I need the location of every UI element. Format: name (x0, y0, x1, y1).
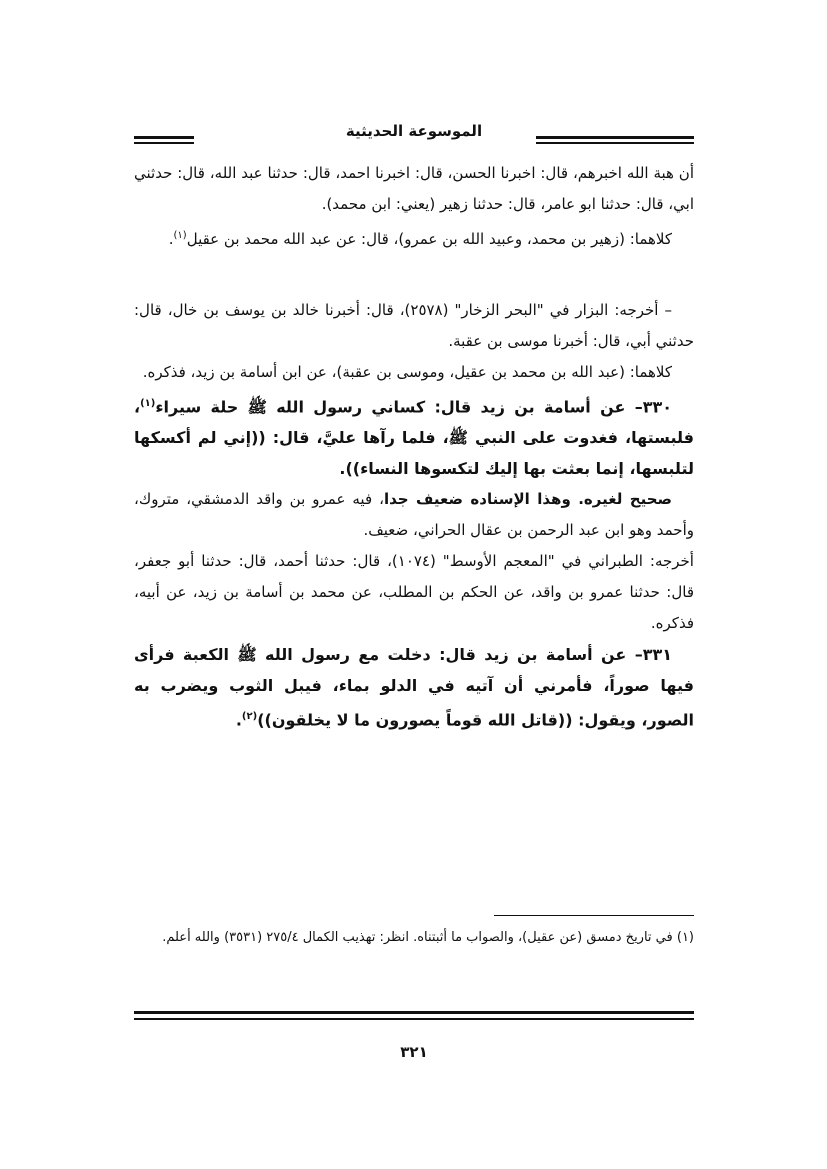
page (134, 118, 694, 1078)
header-rule-right-thin (536, 142, 694, 144)
page-number: ٣٢١ (400, 1043, 428, 1061)
paragraph-3: – أخرجه: البزار في "البحر الزخار" (٢٥٧٨)، قال: أخبرنا خالد بن يوسف بن خال، قال: حدثني أبي، قال: أخبرنا موسى بن عقبة. (134, 301, 694, 350)
footnote-ref-1b: (١) (140, 398, 156, 409)
footnote-ref-1a: (١) (173, 230, 187, 241)
takhrij-330: أخرجه: الطبراني في "المعجم الأوسط" (١٠٧٤)، قال: حدثنا أحمد، قال: حدثنا أبو جعفر، قال: حدثنا عمرو بن واقد، عن الحكم بن المطلب، عن محمد بن أسامة بن زيد، عن أبيه، فذكره. (134, 552, 694, 633)
paragraph-1: أن هبة الله اخبرهم، قال: اخبرنا الحسن، قال: اخبرنا احمد، قال: حدثنا عبد الله، قال: حدثني ابي، قال: حدثنا ابو عامر، قال: حدثنا زهير (يعني: ابن محمد). (134, 164, 694, 213)
grading-330-bold: صحيح لغيره. وهذا الإسناده ضعيف جدا (383, 490, 673, 509)
hadith-330-text: ٣٣٠– عن أسامة بن زيد قال: كساني رسول الله ﷺ حلة سيراء (155, 397, 672, 417)
header-title: الموسوعة الحديثية (336, 122, 492, 140)
paragraph-2 (134, 220, 694, 255)
grading-330 (134, 484, 694, 546)
spacer (134, 255, 694, 295)
footnote: (١) في تاريخ دمسق (عن عقيل)، والصواب ما أثبتناه. انظر: تهذيب الكمال ٢٧٥/٤ (٣٥٣١) والله أعلم. (162, 930, 694, 945)
paragraph-2-end: . (168, 230, 174, 248)
hadith-331-end: . (235, 710, 242, 730)
footnote-separator (494, 915, 694, 916)
hadith-331-text: ٣٣١– عن أسامة بن زيد قال: دخلت مع رسول الله ﷺ الكعبة فرأى فيها صوراً، فأمرني أن آتيه في الدلو بماء، فيبل الثوب ويضرب به الصور، ويقول: ((قاتل الله قوماً يصورون ما لا يخلقون)) (134, 645, 694, 730)
running-header (134, 118, 694, 154)
grading-330-rest: ، فيه عمرو بن واقد الدمشقي، متروك، وأحمد وهو ابن عبد الرحمن بن عقال الحراني، ضعيف. (134, 490, 694, 540)
bottom-rule-thin (134, 1018, 694, 1020)
hadith-331 (134, 639, 694, 735)
hadith-330 (134, 388, 694, 484)
header-title-wrap (134, 122, 694, 140)
bottom-rule-thick (134, 1011, 694, 1014)
main-text (134, 158, 694, 736)
header-rule-left-thin (134, 142, 194, 144)
paragraph-2-text: كلاهما: (زهير بن محمد، وعبيد الله بن عمرو)، قال: عن عبد الله محمد بن عقيل (186, 230, 672, 248)
hadith-330-rest: ، فلبستها، فغدوت على النبي ﷺ، فلما رآها عليَّ، قال: ((إني لم أكسكها لتلبسها، إنما بعثت بها إليك لتكسوها النساء)). (134, 397, 694, 479)
footnote-ref-2: (٢) (241, 711, 258, 723)
paragraph-4: كلاهما: (عبد الله بن محمد بن عقيل، وموسى بن عقبة)، عن ابن أسامة بن زيد، فذكره. (142, 363, 672, 381)
